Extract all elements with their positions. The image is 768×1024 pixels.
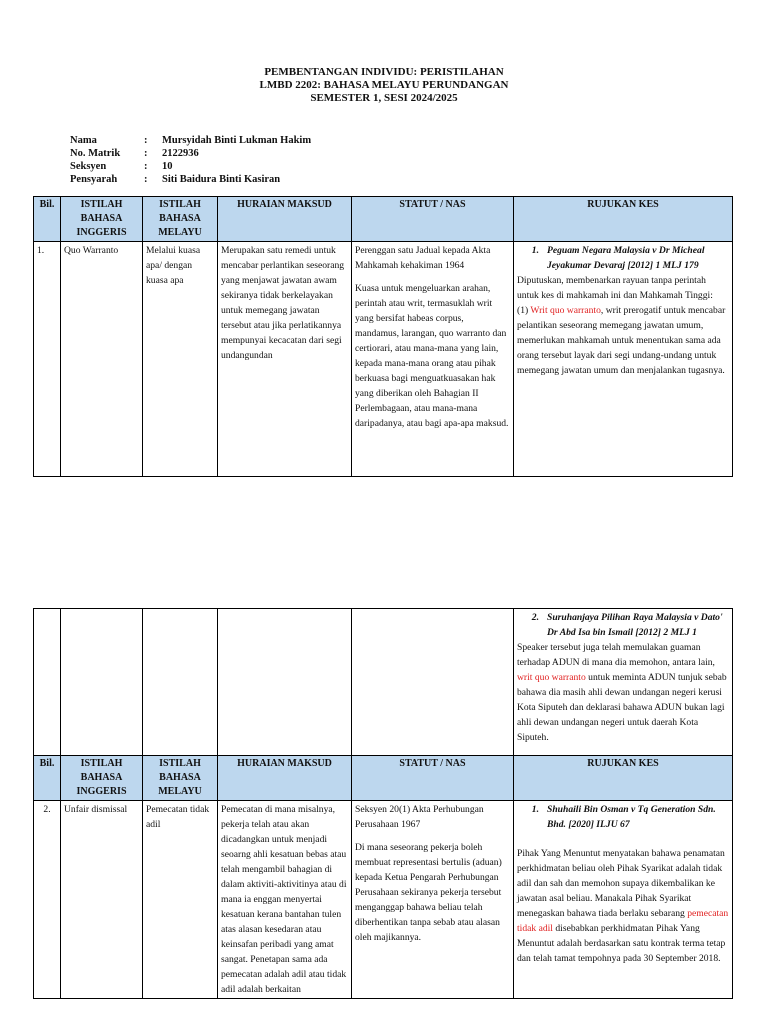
cell-statut	[352, 609, 514, 756]
cell-statut	[352, 801, 514, 999]
info-label: Pensyarah	[70, 174, 118, 185]
table-row	[34, 801, 733, 999]
info-label: Nama	[70, 135, 97, 146]
terms-table-page-2	[33, 608, 733, 999]
case-text-segment: untuk meminta ADUN tunjuk sebab bahawa dia masih ahli dewan undangan negeri kerusi Kota Siputeh dan deklarasi bahawa ADUN bukan lagi ahli dewan undangan negeri untuk daerah Kota Siputeh.	[517, 672, 727, 743]
table-row	[34, 242, 733, 477]
col-header-malay: ISTILAH BAHASA MELAYU	[143, 756, 218, 801]
cell-bil	[34, 609, 61, 756]
table-row	[34, 609, 733, 756]
col-header-bil: Bil.	[34, 197, 61, 242]
info-value: 10	[162, 161, 173, 172]
case-text	[517, 846, 729, 966]
info-label: Seksyen	[70, 161, 107, 172]
cell-malay-term: Melalui kuasa apa/ dengan kuasa apa	[143, 242, 218, 477]
col-header-malay: ISTILAH BAHASA MELAYU	[143, 197, 218, 242]
cell-malay-term: Pemecatan tidak adil	[143, 801, 218, 999]
table-header-row	[34, 756, 733, 801]
info-value: Mursyidah Binti Lukman Hakim	[162, 135, 312, 146]
col-header-statut: STATUT / NAS	[352, 197, 514, 242]
case-text: Diputuskan, membenarkan rayuan tanpa perintah untuk kes di mahkamah ini dan Mahkamah Tinggi:	[517, 275, 713, 301]
case-text-segment: (1)	[517, 305, 531, 316]
case-title-text: Suruhanjaya Pilihan Raya Malaysia v Dato' Dr Abd Isa bin Ismail [2012] 2 MLJ 1	[547, 612, 723, 638]
cell-statut	[352, 242, 514, 477]
case-title-text: Shuhaili Bin Osman v Tq Generation Sdn. Bhd. [2020] ILJU 67	[547, 804, 716, 830]
terms-table-page-1	[33, 196, 733, 477]
case-text	[517, 303, 729, 378]
cell-rujukan	[514, 242, 733, 477]
info-colon: :	[144, 161, 148, 172]
statut-text: Di mana seseorang pekerja boleh membuat representasi bertulis (aduan) kepada Ketua Pengarah Perhubungan Perusahaan sekiranya pekerja tersebut menganggap bahawa beliau telah diberhentikan tanpa sebab atau alasan oleh majikannya.	[355, 842, 502, 943]
cell-rujukan	[514, 801, 733, 999]
cell-english-term: Quo Warranto	[61, 242, 143, 477]
col-header-huraian: HURAIAN MAKSUD	[218, 197, 352, 242]
header-line-3: SEMESTER 1, SESI 2024/2025	[310, 92, 458, 104]
col-header-rujukan: RUJUKAN KES	[514, 197, 733, 242]
cell-rujukan	[514, 609, 733, 756]
document-header	[0, 66, 768, 105]
info-colon: :	[144, 135, 148, 146]
header-line-1: PEMBENTANGAN INDIVIDU: PERISTILAHAN	[264, 66, 504, 78]
case-text-segment: , writ prerogatif untuk mencabar pelantikan seseorang memegang jawatan umum, memerlukan mahkamah untuk menentukan sama ada orang tersebut layak dari segi undang-undang untuk memegang jawatan umum dan menjalankan tugasnya.	[517, 305, 726, 376]
col-header-bil: Bil.	[34, 756, 61, 801]
col-header-statut: STATUT / NAS	[352, 756, 514, 801]
cell-huraian: Merupakan satu remedi untuk mencabar perlantikan seseorang yang menjawat jawatan awam sekiranya tidak berkelayakan untuk memegang jawatan tersebut atau jika perlatikannya mempunyai kecacatan dari segi undangundan	[218, 242, 352, 477]
highlighted-term: Writ quo warranto	[530, 305, 601, 316]
info-colon: :	[144, 174, 148, 185]
col-header-huraian: HURAIAN MAKSUD	[218, 756, 352, 801]
cell-english-term: Unfair dismissal	[61, 801, 143, 999]
info-row-seksyen	[70, 160, 311, 173]
statut-text: Kuasa untuk mengeluarkan arahan, perintah atau writ, termasuklah writ yang bersifat habeas corpus, mandamus, larangan, quo warranto dan certiorari, atau mana-mana yang lain, kepada mana-mana orang atau pihak berkuasa bagi menguatkuasakan hak yang diberikan oleh Bahagian II Perlembagaan, atau mana-mana daripadanya, atau bagi apa-apa maksud.	[355, 283, 509, 429]
info-label: No. Matrik	[70, 148, 121, 159]
info-row-pensyarah	[70, 173, 311, 186]
statut-reference: Perenggan satu Jadual kepada Akta Mahkamah kehakiman 1964	[355, 245, 491, 271]
info-row-matrik	[70, 147, 311, 160]
cell-bil: 1.	[34, 242, 61, 477]
cell-malay-term	[143, 609, 218, 756]
cell-bil: 2.	[34, 801, 61, 999]
case-text-segment: Pihak Yang Menuntut menyatakan bahawa penamatan perkhidmatan beliau oleh Pihak Syarikat adalah tidak adil dan sah dan memohon supaya dikembalikan ke jawatan asal beliau. Manakala Pihak Syarikat menegaskan bahawa tiada berlaku sebarang	[517, 848, 725, 919]
case-number: 2.	[531, 612, 539, 623]
info-row-nama	[70, 134, 311, 147]
case-text-segment: disebabkan perkhidmatan Pihak Yang Menuntut adalah berdasarkan satu kontrak terma tetap dan telah tamat tempohnya pada 30 September 2018.	[517, 923, 726, 964]
info-value: Siti Baidura Binti Kasiran	[162, 174, 281, 185]
case-text	[517, 640, 729, 745]
col-header-english: ISTILAH BAHASA INGGERIS	[61, 197, 143, 242]
cell-huraian: Pemecatan di mana misalnya, pekerja telah atau akan dicadangkan untuk menjadi seoarng ahli kesatuan bebas atau telah mengambil bahagian di dalam aktiviti-aktivitinya atau di mana ia enggan menyertai kesatuan kerana bantahan tulen atas alasan kesedaran atau keinsafan peribadi yang amat sangat. Penetapan sama ada pemecatan adalah adil atau tidak adil adalah berkaitan	[218, 801, 352, 999]
cell-huraian	[218, 609, 352, 756]
case-title-text: Peguam Negara Malaysia v Dr Micheal Jeyakumar Devaraj [2012] 1 MLJ 179	[547, 245, 705, 271]
col-header-english: ISTILAH BAHASA INGGERIS	[61, 756, 143, 801]
case-text-segment: Speaker tersebut juga telah memulakan guaman terhadap ADUN di mana dia memohon, antara lain,	[517, 642, 715, 668]
info-colon: :	[144, 148, 148, 159]
table-header-row	[34, 197, 733, 242]
info-value: 2122936	[162, 148, 199, 159]
highlighted-term: writ quo warranto	[517, 672, 586, 683]
case-number: 1.	[531, 245, 539, 256]
case-title	[517, 610, 729, 640]
highlighted-term: pemecatan tidak adil	[517, 908, 729, 934]
cell-english-term	[61, 609, 143, 756]
header-line-2: LMBD 2202: BAHASA MELAYU PERUNDANGAN	[259, 79, 509, 91]
case-number: 1.	[531, 804, 539, 815]
statut-reference: Seksyen 20(1) Akta Perhubungan Perusahaan 1967	[355, 804, 484, 830]
case-title	[517, 802, 729, 832]
case-title	[517, 243, 729, 273]
col-header-rujukan: RUJUKAN KES	[514, 756, 733, 801]
student-info	[70, 134, 311, 186]
